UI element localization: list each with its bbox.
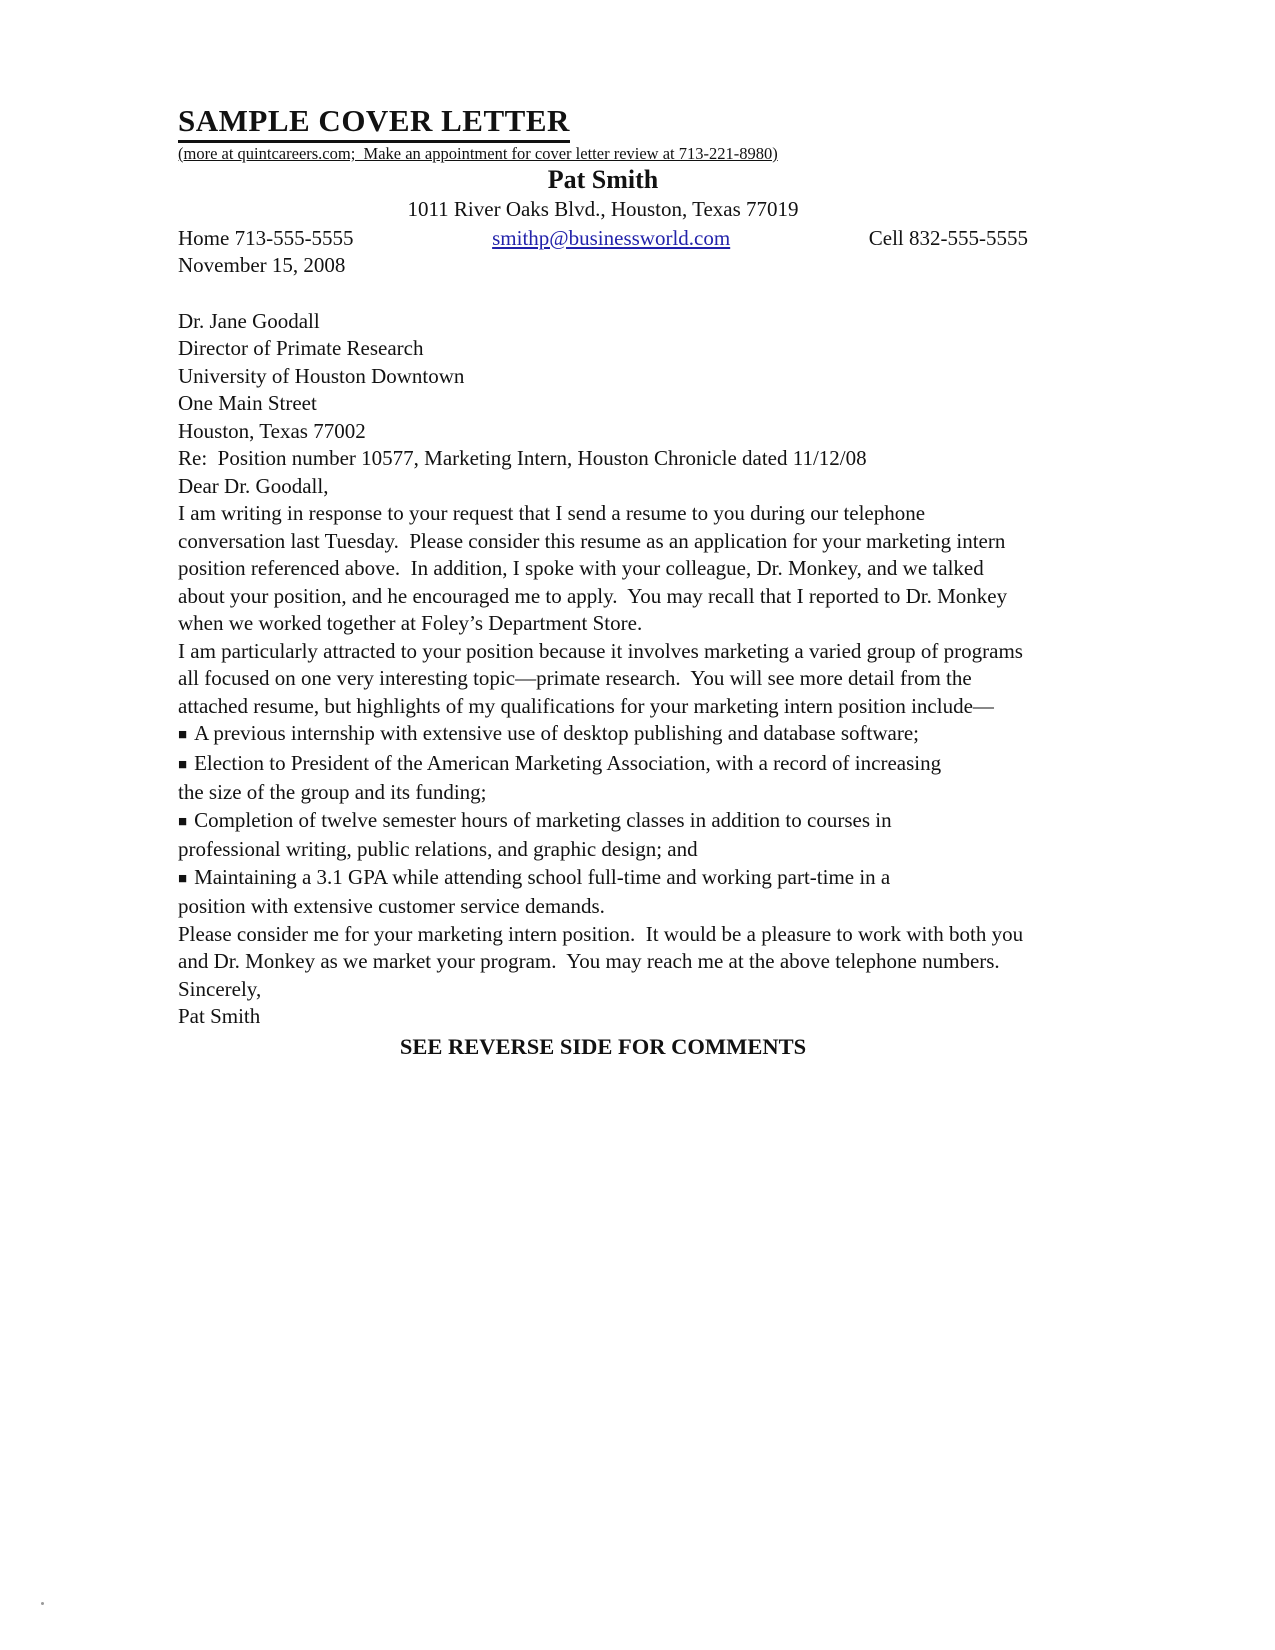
body-paragraph: I am writing in response to your request that I send a resume to you during our telephone conversation last Tuesday. Please consider this resume as an application for your marketing intern position referenced above. In addition, I spoke with your colleague, Dr. Monkey, and we talked about your position, and he encouraged me to apply. You may recall that I reported to Dr. Monkey when we worked together at Foley’s Department Store. (178, 501, 1013, 635)
body-paragraph: I am particularly attracted to your position because it involves marketing a varied group of programs all focused on one very interesting topic—primate research. You will see more detail from the attached resume, but highlights of my qualifications for your marketing intern position include— (178, 638, 1029, 718)
bullet-item (178, 807, 950, 864)
footer-note: SEE REVERSE SIDE FOR COMMENTS (399, 1033, 807, 1059)
bullet-square-icon: ■ (178, 813, 188, 830)
sign-off: Sincerely, (178, 976, 262, 1001)
email-link[interactable]: smithp@businessworld.com (492, 225, 731, 250)
re-line: Re: Position number 10577, Marketing Intern, Houston Chronicle dated 11/12/08 (178, 446, 867, 470)
letter-content (178, 104, 1028, 1060)
bullet-square-icon: ■ (178, 756, 188, 773)
bullet-item (178, 750, 950, 807)
recipient-title: Director of Primate Research (178, 336, 424, 360)
bullet-text: Completion of twelve semester hours of marketing classes in addition to courses in professional writing, public relations, and graphic design; and (178, 807, 897, 861)
recipient-city: Houston, Texas 77002 (178, 418, 366, 443)
bullet-item (178, 720, 950, 750)
recipient-organization: University of Houston Downtown (178, 363, 465, 388)
recipient-name: Dr. Jane Goodall (178, 308, 320, 333)
bullet-text: Maintaining a 3.1 GPA while attending school full-time and working part-time in a position with extensive customer service demands. (178, 864, 896, 918)
home-phone: Home 713-555-5555 (178, 225, 354, 250)
signature-name: Pat Smith (178, 1004, 261, 1028)
bullet-square-icon: ■ (178, 727, 188, 743)
bullet-text: A previous internship with extensive use of desktop publishing and database software; (194, 721, 920, 745)
closing-paragraph: Please consider me for your marketing intern position. It would be a pleasure to work with both you and Dr. Monkey as we market your program. You may reach me at the above telephone numbers. (178, 921, 1029, 973)
scan-artifact-dot (41, 1602, 44, 1605)
sender-name: Pat Smith (547, 165, 659, 194)
salutation: Dear Dr. Goodall, (178, 473, 329, 498)
sender-address: 1011 River Oaks Blvd., Houston, Texas 77019 (407, 197, 799, 221)
recipient-street: One Main Street (178, 391, 317, 415)
cell-phone: Cell 832-555-5555 (868, 225, 1028, 250)
bullet-text: Election to President of the American Marketing Association, with a record of increasing the size of the group and its funding; (178, 750, 947, 804)
bullet-item (178, 864, 950, 921)
bullet-square-icon: ■ (178, 870, 188, 887)
page-subtitle: (more at quintcareers.com; Make an appointment for cover letter review at 713-221-8980) (178, 144, 778, 163)
page-title: SAMPLE COVER LETTER (178, 104, 570, 143)
letter-date: November 15, 2008 (178, 253, 346, 277)
contact-row (178, 225, 1028, 253)
recipient-address-block (178, 308, 1028, 446)
